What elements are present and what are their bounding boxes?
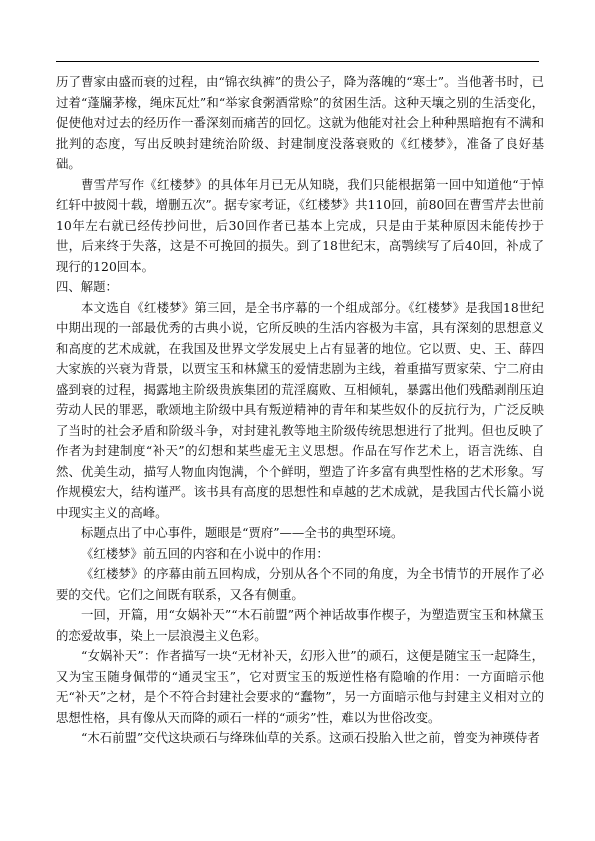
paragraph-first-five-chapters: 《红楼梦》前五回的内容和在小说中的作用：	[81, 545, 329, 561]
header-rule	[56, 61, 539, 62]
paragraph-wood-stone-pact: “木石前盟”交代这块顽石与绛珠仙草的关系。这顽石投胎入世之前，曾变为神瑛侍者	[81, 730, 540, 745]
paragraph-nuwa-myth: “女娲补天”：作者描写一块“无材补天，幻形入世”的顽石，这便是随宝玉一起降生，又为宝玉随身佩带的“通灵宝玉”，它对贾宝玉的叛逆性格有隐喻的作用：一方面暗示他无“补天”之材，是个不符合封建社会要求的“蠢物”，另一方面暗示他与封建主义相对立的思想性格，具有像从天而降的顽石一样的“顽劣”性，难以为世俗改变。	[56, 648, 544, 725]
paragraph-title-explanation: 标题点出了中心事件，题眼是“贾府”——全书的典型环境。	[81, 525, 404, 540]
paragraph-novel-overview: 本文选自《红楼梦》第三回，是全书序幕的一个组成部分。《红楼梦》是我国18世纪中期出现的一部最优秀的古典小说，它所反映的生活内容极为丰富，具有深刻的思想意义和高度的艺术成就，在我国及世界文学发展史上占有显著的地位。它以贾、史、王、薛四大家族的兴衰为背景，以贾宝玉和林黛玉的爱情悲剧为主线，着重描写贾家荣、宁二府由盛到衰的过程，揭露地主阶级贵族集团的荒淫腐败、互相倾轧，暴露出他们残酷剥削压迫劳动人民的罪恶，歌颂地主阶级中具有叛逆精神的青年和某些奴仆的反抗行为，广泛反映了当时的社会矛盾和阶级斗争，对封建礼教等地主阶级传统思想进行了批判。但也反映了作者为封建制度“补天”的幻想和某些虚无主义思想。作品在写作艺术上，语言洗练、自然、优美生动，描写人物血肉饱满，个个鲜明，塑造了许多富有典型性格的艺术形象。写作规模宏大，结构谨严。该书具有高度的思想性和卓越的艺术成就，是我国古代长篇小说中现实主义的高峰。	[56, 299, 544, 520]
document-body	[56, 72, 544, 749]
section-heading-jieti: 四、解题：	[56, 279, 118, 294]
paragraph-chapter-one: 一回，开篇，用“女娲补天”“木石前盟”两个神话故事作楔子，为塑造贾宝玉和林黛玉的恋爱故事，染上一层浪漫主义色彩。	[56, 607, 544, 643]
paragraph-prologue-structure: 《红楼梦》的序幕由前五回构成，分别从各个不同的角度，为全书情节的开展作了必要的交代。它们之间既有联系，又各有侧重。	[56, 566, 544, 602]
paragraph-writing-history: 曹雪芹写作《红楼梦》的具体年月已无从知晓，我们只能根据第一回中知道他“于悼红轩中披阅十载，增删五次”。据专家考证，《红楼梦》共110回，前80回在曹雪芹去世前10年左右就已经传抄问世，后30回作者已基本上完成，只是由于某种原因未能传抄于世，后来终于失落，这是不可挽回的损失。到了18世纪末，高鹗续写了后40回，补成了现行的120回本。	[56, 176, 544, 274]
paragraph-cao-family-decline: 历了曹家由盛而衰的过程，由“锦衣纨裤”的贵公子，降为落魄的“寒士”。当他著书时，已过着“蓬牖茅椽，绳床瓦灶”和“举家食粥酒常赊”的贫困生活。这种天壤之别的生活变化，促使他对过去的经历作一番深刻而痛苦的回忆。这就为他能对社会上种种黑暗抱有不满和批判的态度，写出反映封建统治阶级、封建制度没落衰败的《红楼梦》，准备了良好基础。	[56, 74, 544, 171]
